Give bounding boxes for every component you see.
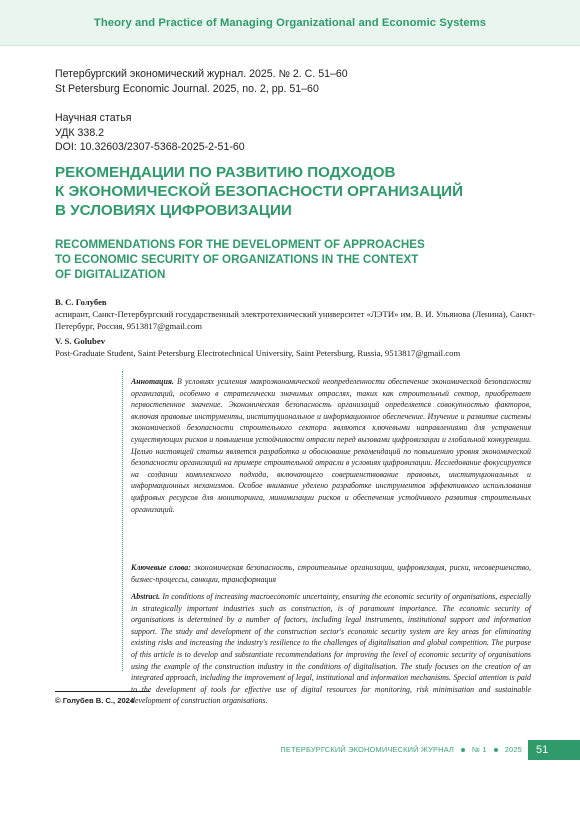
title-ru-line: В УСЛОВИЯХ ЦИФРОВИЗАЦИИ bbox=[55, 202, 292, 219]
footer-issue: № 1 bbox=[472, 745, 487, 754]
citation-ru: Петербургский экономический журнал. 2025. № 2. С. 51–60 bbox=[55, 68, 348, 80]
title-en-line: TO ECONOMIC SECURITY OF ORGANIZATIONS IN THE CONTEXT bbox=[55, 253, 419, 266]
title-en-line: OF DIGITALIZATION bbox=[55, 268, 166, 281]
author-en bbox=[55, 336, 555, 360]
author-name-ru: В. С. Голубев bbox=[55, 297, 107, 307]
title-ru-line: К ЭКОНОМИЧЕСКОЙ БЕЗОПАСНОСТИ ОРГАНИЗАЦИЙ bbox=[55, 183, 463, 200]
article-type: Научная статья bbox=[55, 112, 132, 124]
journal-section-title: Theory and Practice of Managing Organizational and Economic Systems bbox=[93, 16, 487, 29]
journal-header bbox=[0, 0, 580, 46]
bullet-dot-icon bbox=[461, 748, 465, 752]
article-title-ru bbox=[55, 163, 525, 220]
page-number: 51 bbox=[528, 740, 580, 760]
footer-year: 2025 bbox=[504, 745, 522, 754]
doi: DOI: 10.32603/2307-5368-2025-2-51-60 bbox=[55, 141, 245, 153]
abstract-block bbox=[122, 371, 532, 706]
author-affiliation-ru: аспирант, Санкт-Петербургский государственный электротехнический университет «ЛЭТИ» им. В. И. Ульянова (Ленина), Санкт-Петербург, Россия, 9513817@gmail.com bbox=[55, 308, 536, 331]
abstract-ru-text: В условиях усиления макроэкономической неопределенности обеспечение экономической безопасности организаций, особенно в стратегически значимых отраслях, таких как строительный сектор, приобретает первостепенное значение. Экономическая безопасность организаций определяется совокупностью факторов, включая правовые инструменты, институциональное и информационное обеспечение. Изучение и развитие системы экономической безопасности строительного сектора являются ключевыми направлениями для устранения существующих рисков и повышения устойчивости отрасли перед вызовами цифровизации и глобальной конкуренции. Целью настоящей статьи является разработка и обоснование рекомендаций по повышению уровня экономической безопасности организаций на примере строительной отрасли в условиях цифровизации. Исследование фокусируется на создании комплексного подхода, включающего совершенствование правовых, институциональных и информационных механизмов. Особое внимание уделено разработке инструментов эффективного использования цифровых ресурсов для мониторинга, минимизации рисков и обеспечения устойчивого развития строительных организаций. bbox=[131, 377, 531, 514]
keywords-text: экономическая безопасность, строительные организации, цифровизация, риски, несовершенство, бизнес-процессы, санкции, трансформация bbox=[131, 563, 532, 584]
citation-block bbox=[55, 67, 348, 97]
article-title-en bbox=[55, 237, 525, 282]
title-en-line: RECOMMENDATIONS FOR THE DEVELOPMENT OF APPROACHES bbox=[55, 238, 425, 251]
page-footer bbox=[0, 740, 580, 760]
abstract-en-text: In conditions of increasing macroeconomic uncertainty, ensuring the economic security of organisations, especially in strategically important industries such as construction, is of paramount importance. The economic security of organisations is determined by a number of factors, including legal instruments, institutional support and information support. The study and development of the construction sector's economic security system are key areas for eliminating existing risks and increasing the industry's resilience to the challenges of digitalisation and global competition. The purpose of this article is to develop and substantiate recommendations for improving the level of economic security of organisations using the example of the construction industry in the conditions of digitalisation. The study focuses on the creation of an integrated approach, including the improvement of legal, institutional and information mechanisms. Special attention is paid to the development of tools for effective use of digital resources for monitoring, risk minimisation and sustainable development of construction organisations. bbox=[131, 592, 531, 706]
author-ru bbox=[55, 297, 555, 332]
citation-en: St Petersburg Economic Journal. 2025, no. 2, pp. 51–60 bbox=[55, 83, 319, 95]
author-name-en: V. S. Golubev bbox=[55, 336, 106, 346]
abstract-en-label: Abstract. bbox=[131, 592, 161, 601]
footer-journal-name: ПЕТЕРБУРГСКИЙ ЭКОНОМИЧЕСКИЙ ЖУРНАЛ bbox=[280, 745, 455, 754]
abstract-ru-label: Аннотация. bbox=[131, 377, 174, 386]
title-ru-line: РЕКОМЕНДАЦИИ ПО РАЗВИТИЮ ПОДХОДОВ bbox=[55, 164, 396, 181]
author-affiliation-en: Post-Graduate Student, Saint Petersburg Electrotechnical University, Saint Petersburg, Russia, 9513817@gmail.com bbox=[55, 347, 461, 358]
article-meta bbox=[55, 111, 245, 155]
keywords-ru bbox=[131, 562, 531, 585]
copyright-note: © Голубев В. С., 2024 bbox=[55, 691, 150, 705]
abstract-ru bbox=[131, 376, 531, 515]
abstract-en bbox=[131, 591, 531, 707]
udc-code: УДК 338.2 bbox=[55, 126, 105, 139]
keywords-label: Ключевые слова: bbox=[131, 563, 191, 572]
bullet-dot-icon bbox=[494, 748, 498, 752]
footer-journal-info bbox=[280, 745, 522, 754]
